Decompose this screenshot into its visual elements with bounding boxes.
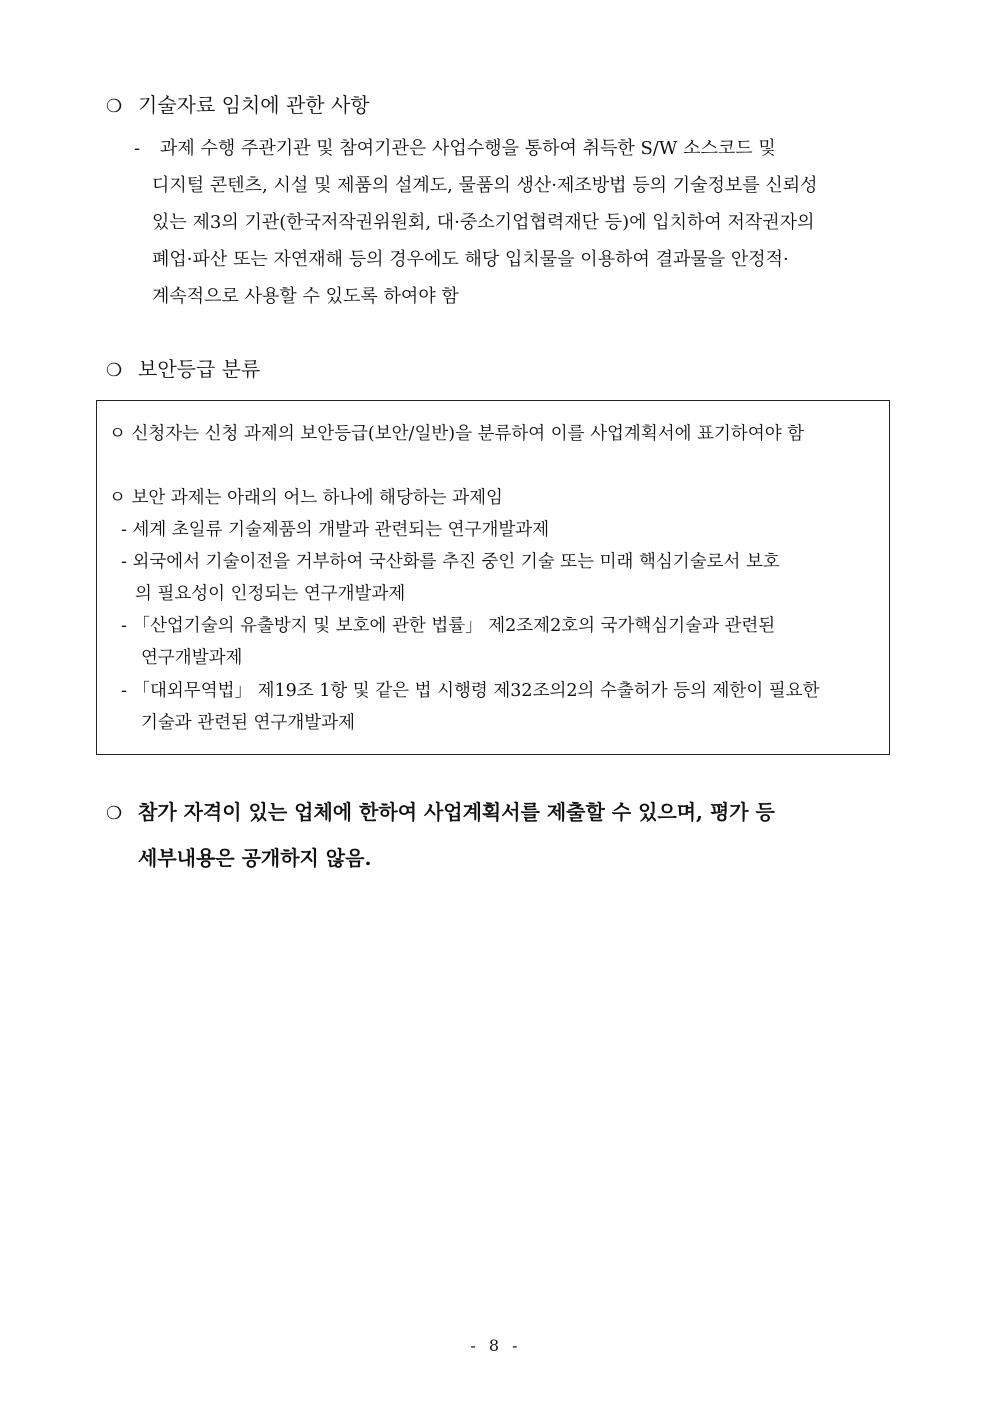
paragraph-line: 폐업·파산 또는 자연재해 등의 경우에도 해당 입치물을 이용하여 결과물을 안정적· [152,249,789,270]
paragraph-line: - 과제 수행 주관기관 및 참여기관은 사업수행을 통하여 취득한 S/W 소스코드 및 [134,130,896,167]
section-title: 기술자료 임치에 관한 사항 [138,93,370,117]
paragraph-line: 디지털 콘텐츠, 시설 및 제품의 설계도, 물품의 생산·제조방법 등의 기술정보를 신뢰성 [152,175,818,196]
box-line: 기술과 관련된 연구개발과제 [141,713,355,733]
eligibility-notice [106,790,898,881]
section-heading-security-level [106,355,260,385]
box-line: - 「산업기술의 유출방지 및 보호에 관한 법률」 제2조제2호의 국가핵심기술과 관련된 [121,616,776,636]
circle-bullet-icon: ❍ [106,360,123,381]
box-line: - 「대외무역법」 제19조 1항 및 같은 법 시행령 제32조의2의 수출허가 등의 제한이 필요한 [121,681,820,701]
security-level-box [96,400,890,755]
box-line: ㅇ 보안 과제는 아래의 어느 하나에 해당하는 과제임 [109,488,503,508]
notice-line: 세부내용은 공개하지 않음. [138,846,372,870]
box-line: - 외국에서 기술이전을 거부하여 국산화를 추진 중인 기술 또는 미래 핵심기술로서 보호 [121,552,780,572]
paragraph-line: 있는 제3의 기관(한국저작권위원회, 대·중소기업협력재단 등)에 입치하여 저작권자의 [152,212,815,233]
notice-line: ❍ 참가 자격이 있는 업체에 한하여 사업계획서를 제출할 수 있으며, 평가 등 [106,790,898,836]
circle-bullet-icon: ❍ [106,96,123,117]
box-line: ㅇ 신청자는 신청 과제의 보안등급(보안/일반)을 분류하여 이를 사업계획서에 표기하여야 함 [109,424,805,444]
tech-escrow-paragraph [134,130,896,315]
circle-bullet-icon: ❍ [106,803,123,824]
paragraph-line: 계속적으로 사용할 수 있도록 하여야 함 [152,286,459,307]
box-line: 연구개발과제 [141,648,243,668]
section-title: 보안등급 분류 [138,357,261,381]
section-heading-tech-escrow [106,91,370,121]
box-line: 의 필요성이 인정되는 연구개발과제 [135,584,406,604]
box-line: - 세계 초일류 기술제품의 개발과 관련되는 연구개발과제 [121,520,550,540]
dash-marker: - [134,138,141,159]
page-number: - 8 - [470,1336,522,1355]
